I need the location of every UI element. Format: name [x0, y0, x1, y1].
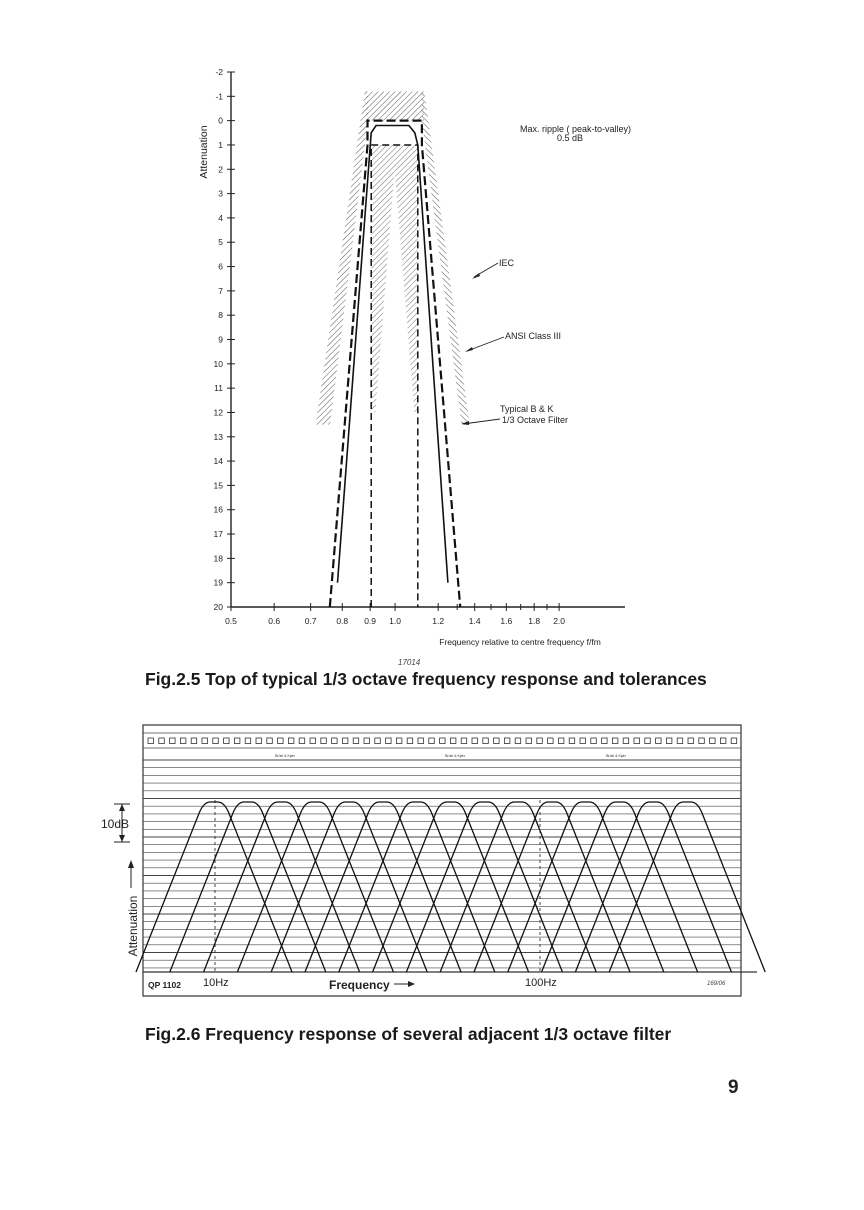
y-tick-label: -1 [215, 91, 223, 102]
brand-mark: Brüel & Kjær [606, 754, 626, 758]
x-tick-label: 2.0 [553, 616, 566, 626]
sprocket-hole [699, 738, 705, 744]
x-tick-label: 0.8 [336, 616, 349, 626]
y-tick-label: 5 [218, 237, 223, 248]
sprocket-hole [159, 738, 165, 744]
sprocket-hole [180, 738, 186, 744]
recorder-paper-frame [143, 725, 741, 996]
y-tick-label: 11 [214, 383, 223, 394]
sprocket-hole [634, 738, 640, 744]
sprocket-hole [267, 738, 273, 744]
sprocket-hole [148, 738, 154, 744]
y-tick-label: 6 [218, 261, 223, 272]
y-tick-label: 17 [213, 529, 223, 540]
sprocket-hole [245, 738, 251, 744]
sprocket-hole [170, 738, 176, 744]
sprocket-hole [720, 738, 726, 744]
iec-label: IEC [499, 258, 515, 268]
y-tick-label: 9 [218, 334, 223, 345]
attenuation-arrowhead [128, 860, 134, 868]
attenuation-label: Attenuation [126, 895, 140, 957]
sprocket-hole [580, 738, 586, 744]
sprocket-hole [332, 738, 338, 744]
handwritten-note-fig25: 17014 [398, 658, 421, 667]
ripple-annotation-line2: 0.5 dB [557, 133, 584, 143]
x-tick-label: 0.6 [268, 616, 281, 626]
sprocket-hole [548, 738, 554, 744]
sprocket-hole [234, 738, 240, 744]
sprocket-hole [256, 738, 262, 744]
ansi-label: ANSI Class III [505, 331, 562, 341]
sprocket-hole [666, 738, 672, 744]
sprocket-hole [407, 738, 413, 744]
y-tick-label: 18 [213, 553, 223, 564]
x-tick-label: 1.6 [500, 616, 513, 626]
y-tick-label: 15 [213, 480, 223, 491]
x-tick-label: 1.0 [389, 616, 401, 626]
sprocket-hole [353, 738, 359, 744]
sprocket-hole [386, 738, 392, 744]
x-tick-label: 0.7 [304, 616, 317, 626]
y-tick-label: 4 [218, 212, 223, 223]
sprocket-hole [375, 738, 381, 744]
recorder-grid [143, 733, 741, 972]
sprocket-hole [472, 738, 478, 744]
sprocket-hole [310, 738, 316, 744]
sprocket-hole [364, 738, 370, 744]
sprocket-hole [299, 738, 305, 744]
sprocket-hole [526, 738, 532, 744]
sprocket-hole [731, 738, 737, 744]
y-tick-label: 1 [218, 139, 223, 150]
sprocket-hole [494, 738, 500, 744]
typical-label-line2: 1/3 Octave Filter [502, 415, 569, 425]
paper-id-label: QP 1102 [148, 980, 181, 990]
sprocket-holes [148, 738, 737, 744]
page-number: 9 [728, 1077, 739, 1098]
brand-mark: Brüel & Kjær [275, 754, 295, 758]
sprocket-hole [224, 738, 230, 744]
ripple-annotation-line1: Max. ripple ( peak-to-valley) [520, 124, 632, 134]
y-tick-label: 19 [213, 577, 223, 588]
sprocket-hole [461, 738, 467, 744]
filter-curves [136, 802, 765, 972]
sprocket-hole [591, 738, 597, 744]
sprocket-hole [418, 738, 424, 744]
y-tick-label: 14 [213, 456, 223, 467]
scale-arrow-up [119, 804, 125, 811]
y-tick-label: 20 [213, 602, 223, 612]
sprocket-hole [656, 738, 662, 744]
sprocket-hole [440, 738, 446, 744]
sprocket-hole [288, 738, 294, 744]
x-tick-label: 1.2 [432, 616, 445, 626]
x-tick-label: 0.9 [364, 616, 377, 626]
sprocket-hole [677, 738, 683, 744]
x-tick-label: 1.4 [468, 616, 481, 626]
y-tick-label: 12 [213, 407, 223, 418]
sprocket-hole [278, 738, 284, 744]
y-tick-label: 13 [213, 431, 223, 442]
brand-mark: Brüel & Kjær [445, 754, 465, 758]
sprocket-hole [342, 738, 348, 744]
sprocket-hole [558, 738, 564, 744]
label-10hz: 10Hz [203, 977, 229, 989]
sprocket-hole [213, 738, 219, 744]
frequency-arrowhead [408, 981, 415, 987]
x-axis-label: Frequency relative to centre frequency f/fm [439, 637, 601, 647]
y-tick-label: 10 [213, 358, 223, 369]
sprocket-hole [396, 738, 402, 744]
sprocket-hole [612, 738, 618, 744]
figure-2-5-caption: Fig.2.5 Top of typical 1/3 octave frequency response and tolerances [145, 669, 707, 689]
typical-label-line1: Typical B & K [500, 404, 554, 414]
sprocket-hole [504, 738, 510, 744]
sprocket-hole [429, 738, 435, 744]
y-tick-label: 16 [213, 504, 223, 515]
y-axis-label: Attenuation [198, 125, 210, 179]
sprocket-hole [569, 738, 575, 744]
frequency-label: Frequency [329, 978, 390, 992]
sprocket-hole [515, 738, 521, 744]
sprocket-hole [688, 738, 694, 744]
x-tick-label: 0.5 [225, 616, 237, 626]
sprocket-hole [202, 738, 208, 744]
sprocket-hole [483, 738, 489, 744]
y-tick-label: 2 [218, 164, 223, 175]
y-tick-label: -2 [215, 67, 223, 77]
label-100hz: 100Hz [525, 977, 557, 989]
y-tick-label: 3 [218, 188, 223, 199]
y-tick-label: 0 [218, 115, 223, 126]
scale-arrow-down [119, 835, 125, 842]
sprocket-hole [602, 738, 608, 744]
scale-label-10db: 10dB [101, 817, 130, 831]
sprocket-hole [623, 738, 629, 744]
x-tick-label: 1.8 [528, 616, 541, 626]
sprocket-hole [710, 738, 716, 744]
figure-2-6-caption: Fig.2.6 Frequency response of several adjacent 1/3 octave filter [145, 1024, 672, 1044]
sprocket-hole [191, 738, 197, 744]
sprocket-hole [537, 738, 543, 744]
sprocket-hole [645, 738, 651, 744]
y-tick-label: 7 [218, 285, 223, 296]
handwritten-note-fig26: 169/06 [707, 981, 726, 987]
sprocket-hole [321, 738, 327, 744]
y-tick-label: 8 [218, 310, 223, 321]
sprocket-hole [450, 738, 456, 744]
